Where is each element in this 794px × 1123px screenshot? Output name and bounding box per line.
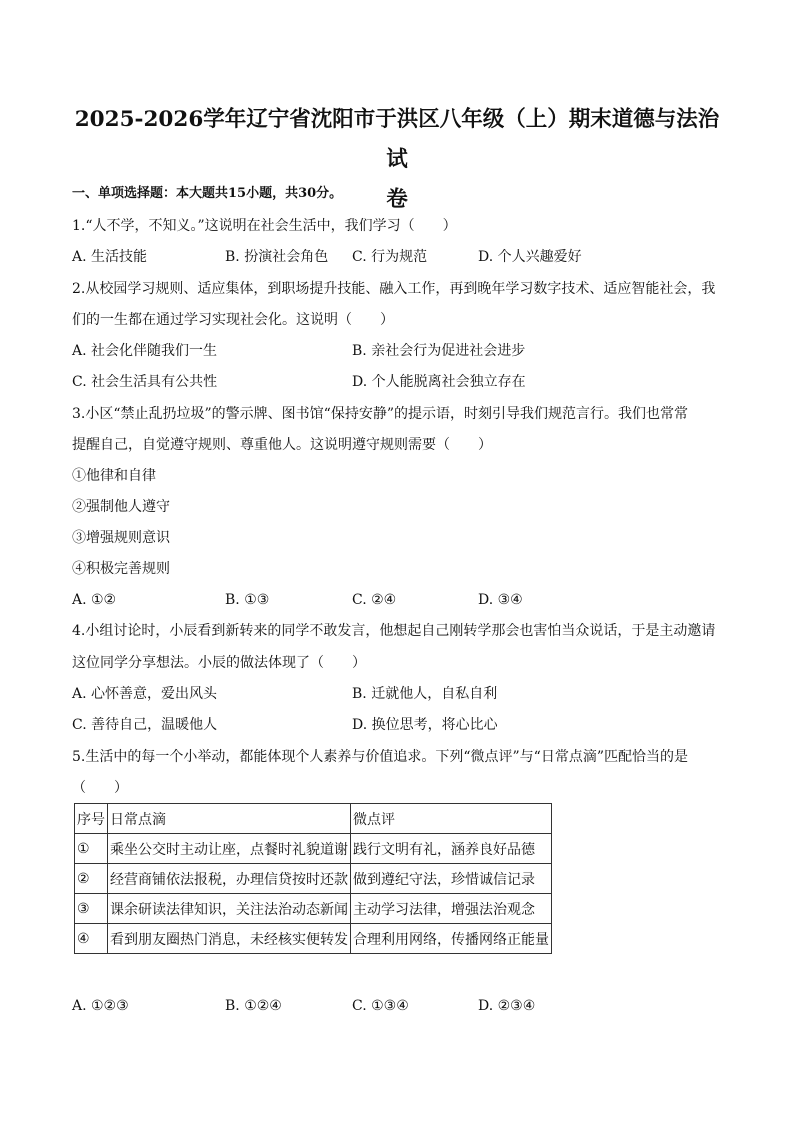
section-heading: 一、单项选择题：本大题共15小题，共30分。: [72, 186, 343, 201]
table-cell: 合理利用网络，传播网络正能量: [351, 924, 552, 954]
exam-title-line2: 卷: [386, 187, 408, 212]
table-cell: ③: [75, 894, 108, 924]
q5-option-b[interactable]: B. ①②④: [225, 998, 282, 1014]
q4-option-a[interactable]: A. 心怀善意，爱出风头: [72, 686, 218, 702]
table-cell: 看到朋友圈热门消息，未经核实便转发: [108, 924, 351, 954]
q5-table: [74, 803, 552, 954]
table-cell: 主动学习法律，增强法治观念: [351, 894, 552, 924]
q4-stem-line2: 这位同学分享想法。小辰的做法体现了（ ）: [72, 655, 366, 671]
table-row: [75, 924, 552, 954]
q4-option-b[interactable]: B. 迁就他人，自私自利: [352, 686, 498, 702]
table-row: [75, 834, 552, 864]
table-row: [75, 864, 552, 894]
q1-stem: 1.“人不学，不知义。”这说明在社会生活中，我们学习（ ）: [72, 218, 457, 234]
table-cell: ④: [75, 924, 108, 954]
table-header-row: [75, 804, 552, 834]
q3-stem-line2: 提醒自己，自觉遵守规则、尊重他人。这说明遵守规则需要（ ）: [72, 437, 492, 453]
q4-option-d[interactable]: D. 换位思考，将心比心: [352, 717, 498, 733]
table-cell: 践行文明有礼，涵养良好品德: [351, 834, 552, 864]
q2-stem-line1: 2.从校园学习规则、适应集体，到职场提升技能、融入工作，再到晚年学习数字技术、适应智能社会，我: [72, 281, 716, 297]
table-cell: 乘坐公交时主动让座，点餐时礼貌道谢: [108, 834, 351, 864]
table-cell: ②: [75, 864, 108, 894]
q3-option-c[interactable]: C. ②④: [352, 592, 397, 608]
table-header-cell: 序号: [75, 804, 108, 834]
q1-option-b[interactable]: B. 扮演社会角色: [225, 249, 329, 265]
q3-option-b[interactable]: B. ①③: [225, 592, 270, 608]
q5-stem-line1: 5.生活中的每一个小举动，都能体现个人素养与价值追求。下列“微点评”与“日常点滴”匹配恰当的是: [72, 749, 688, 765]
table-header-cell: 微点评: [351, 804, 552, 834]
q3-item-2: ②强制他人遵守: [72, 499, 170, 515]
q5-option-d[interactable]: D. ②③④: [478, 998, 536, 1014]
q2-stem-line2: 们的一生都在通过学习实现社会化。这说明（ ）: [72, 312, 394, 328]
q2-option-b[interactable]: B. 亲社会行为促进社会进步: [352, 343, 526, 359]
table-cell: ①: [75, 834, 108, 864]
q3-option-d[interactable]: D. ③④: [478, 592, 523, 608]
q5-option-c[interactable]: C. ①③④: [352, 998, 409, 1014]
q3-item-1: ①他律和自律: [72, 468, 156, 484]
q2-option-c[interactable]: C. 社会生活具有公共性: [72, 374, 218, 390]
q2-option-d[interactable]: D. 个人能脱离社会独立存在: [352, 374, 526, 390]
table-cell: 做到遵纪守法，珍惜诚信记录: [351, 864, 552, 894]
q1-option-d[interactable]: D. 个人兴趣爱好: [478, 249, 582, 265]
q4-option-c[interactable]: C. 善待自己，温暖他人: [72, 717, 218, 733]
q2-option-a[interactable]: A. 社会化伴随我们一生: [72, 343, 218, 359]
q3-item-4: ④积极完善规则: [72, 561, 170, 577]
table-row: [75, 894, 552, 924]
q3-option-a[interactable]: A. ①②: [72, 592, 117, 608]
table-cell: 课余研读法律知识，关注法治动态新闻: [108, 894, 351, 924]
q4-stem-line1: 4.小组讨论时，小辰看到新转来的同学不敢发言，他想起自己刚转学那会也害怕当众说话，于是主动邀请: [72, 623, 716, 639]
q5-stem-line2: （ ）: [72, 780, 128, 796]
q1-option-a[interactable]: A. 生活技能: [72, 249, 148, 265]
q3-stem-line1: 3.小区“禁止乱扔垃圾”的警示牌、图书馆“保持安静”的提示语，时刻引导我们规范言行。我们也常常: [72, 406, 688, 422]
q3-item-3: ③增强规则意识: [72, 530, 170, 546]
exam-title-line1: 2025-2026学年辽宁省沈阳市于洪区八年级（上）期末道德与法治试: [74, 107, 720, 172]
table-header-cell: 日常点滴: [108, 804, 351, 834]
q5-option-a[interactable]: A. ①②③: [72, 998, 129, 1014]
q1-option-c[interactable]: C. 行为规范: [352, 249, 428, 265]
table-cell: 经营商铺依法报税，办理信贷按时还款: [108, 864, 351, 894]
